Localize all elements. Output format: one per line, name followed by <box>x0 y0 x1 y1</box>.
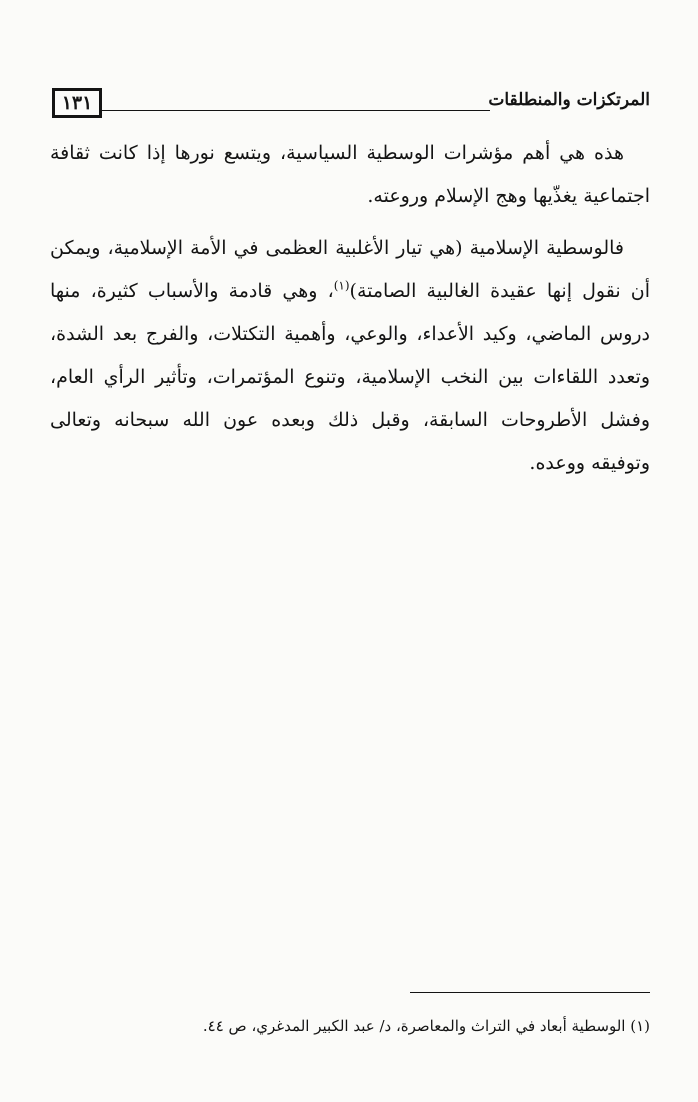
running-title: المرتكزات والمنطلقات <box>488 90 650 110</box>
main-text <box>50 132 650 494</box>
header-rule <box>102 110 490 111</box>
page-number: ١٣١ <box>52 88 102 118</box>
paragraph-2-part-2: ، وهي قادمة والأسباب كثيرة، منها دروس الماضي، وكيد الأعداء، والوعي، وأهمية التكتلات، والفرج بعد الشدة، وتعدد اللقاءات بين النخب الإسلامية، وتنوع المؤتمرات، وتأثير الرأي العام، وفشل الأطروحات السابقة، وقبل ذلك وبعده عون الله سبحانه وتعالى وتوفيقه ووعده. <box>50 280 650 474</box>
page-header <box>52 88 650 122</box>
paragraph-1: هذه هي أهم مؤشرات الوسطية السياسية، ويتسع نورها إذا كانت ثقافة اجتماعية يغذّيها وهج الإسلام وروعته. <box>50 142 650 207</box>
paragraph-2 <box>50 227 650 485</box>
paragraph-2-part-1: فالوسطية الإسلامية (هي تيار الأغلبية العظمى في الأمة الإسلامية، ويمكن أن نقول إنها عقيدة الغالبية الصامتة) <box>50 237 650 302</box>
footnote-reference[interactable]: (١) <box>333 278 350 293</box>
footnote-rule <box>410 992 650 993</box>
footnote: (١) الوسطية أبعاد في التراث والمعاصرة، د/ عبد الكبير المدغري، ص ٤٤. <box>202 1017 650 1035</box>
